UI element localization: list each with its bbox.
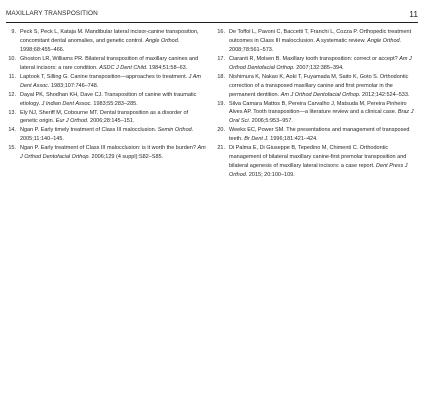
reference-item [215,100,418,127]
reference-citation: 2006;5:953–957. [250,118,293,125]
reference-item [215,28,418,55]
reference-text [20,109,206,127]
reference-text [229,55,418,73]
reference-text [20,28,206,55]
reference-item [6,109,206,127]
reference-citation: 2005;11:140–145. [20,136,64,143]
reference-citation: 1983;55:283–285. [91,100,138,107]
reference-citation: 1996;181:421–424. [268,136,318,143]
reference-number: 14. [8,127,16,134]
reference-body: Di Palma E, Di Giuseppe B, Tepedino M, Chimenti C. Orthodontic management of bilateral maxillary canine-first premolar transposition and bilateral agenesis of maxillary lateral incisors: a case report. [229,145,407,170]
reference-citation: 2006;129 (4 suppl):S82–S85. [90,154,164,161]
reference-journal: J Am Dent Assoc. [20,73,201,89]
reference-citation: 1998;68:455–466. [20,46,65,53]
reference-text [20,55,206,73]
reference-body: Laptook T, Silling G. Canine transposition—approaches to treatment. [20,73,189,80]
reference-citation: 2012;142:524–533. [360,91,410,98]
reference-journal: Angle Orthod. [367,37,402,44]
reference-number: 21. [217,145,225,152]
reference-number: 11. [8,73,16,80]
reference-text [229,144,418,180]
reference-journal: J Indian Dent Assoc. [41,100,92,107]
reference-text [229,28,418,55]
reference-journal: ASDC J Dent Child. [99,64,148,71]
reference-journal: Braz J Oral Sci. [229,109,414,125]
reference-citation: 1983;107:746–748. [49,82,99,89]
reference-number: 15. [8,145,16,152]
reference-citation: 1984;51:58–63. [147,64,188,71]
reference-journal: Am J Orthod Dentofacial Orthop. [20,145,206,161]
reference-journal: Angle Orthod. [145,37,180,44]
reference-number: 17. [217,55,225,62]
header-rule [6,22,418,23]
reference-number: 18. [217,73,225,80]
reference-body: De Toffol L, Pavoni C, Baccetti T, Franchi L, Cozza P. Orthopedic treatment outcomes in Class III malocclusion. A systematic review. [229,29,412,44]
reference-text [20,73,206,91]
reference-text [20,91,206,109]
reference-number: 9. [11,29,16,35]
references-column-left [6,28,206,162]
reference-text [229,73,418,100]
reference-item [215,73,418,100]
reference-journal: Am J Orthod Dentofacial Orthop. [229,55,412,71]
reference-citation: 2008;78:561–573. [229,46,274,53]
references-column-right [215,28,418,180]
reference-item [215,126,418,144]
reference-number: 20. [217,127,225,134]
reference-item [6,73,206,91]
reference-number: 19. [217,100,225,107]
reference-body: Silva Camara Mattos B, Pereira Carvalho J, Matsuda M, Pereira Pinheiro Alves AP. Tooth transposition—a literature review and a clinical case. [229,100,407,116]
reference-number: 10. [8,55,16,62]
reference-body: Ely NJ, Sheriff M, Cobourne MT. Dental transposition as a disorder of genetic origin. [20,109,189,125]
reference-citation: 2006;28:145–151. [88,118,135,125]
reference-body: Dayal PK, Shodhan KH, Dave CJ. Transposition of canine with traumatic etiology. [20,91,197,107]
reference-item [215,144,418,180]
reference-item [6,126,206,144]
reference-citation: 2007;132:385–394. [294,64,344,71]
reference-text [229,126,418,144]
reference-text [229,100,418,127]
reference-citation: 2015; 20:100–109. [247,171,295,178]
reference-body: Ciaranti R, Molsen B. Maxillary tooth transposition: correct or accept? [229,55,400,62]
reference-item [215,55,418,73]
reference-journal: Am J Orthod Dentofacial Orthop. [280,91,361,98]
reference-body: Peck S, Peck L, Kataja M. Mandibular lateral incisor-canine transposition, concomitant dental anomalies, and genetic control. [20,29,199,44]
reference-text [20,126,206,144]
reference-text [20,144,206,162]
page-header [6,10,418,22]
reference-journal: Br Dent J. [244,136,269,143]
running-head: MAXILLARY TRANSPOSITION [6,10,98,17]
reference-number: 16. [217,29,225,35]
reference-body: Ngan P. Early treatment of Class III malocclusion: is it worth the burden? [20,145,198,152]
reference-journal: Semin Orthod. [157,127,194,134]
reference-journal: Eur J Orthod. [55,118,89,125]
reference-journal: Dent Press J Orthod. [229,163,408,178]
reference-body: Ghoston LR, Williams PR. Bilateral transposition of maxillary canines and lateral incisors: a rare condition. [20,55,199,71]
reference-body: Ngan P. Early timely treatment of Class III malocclusion. [20,127,158,134]
reference-number: 12. [8,91,16,98]
reference-item [6,144,206,162]
reference-body: Nishimura K, Nakao K, Aoki T, Fuyamada M, Saito K, Goto S. Orthodontic correction of a transposed maxillary canine and first premolar in the permanent dentition. [229,73,409,98]
reference-item [6,55,206,73]
reference-item [6,28,206,55]
reference-body: Weeks EC, Power SM. The presentations and management of transposed teeth. [229,127,410,143]
page-number: 11 [409,9,418,19]
reference-item [6,91,206,109]
reference-number: 13. [8,109,16,116]
